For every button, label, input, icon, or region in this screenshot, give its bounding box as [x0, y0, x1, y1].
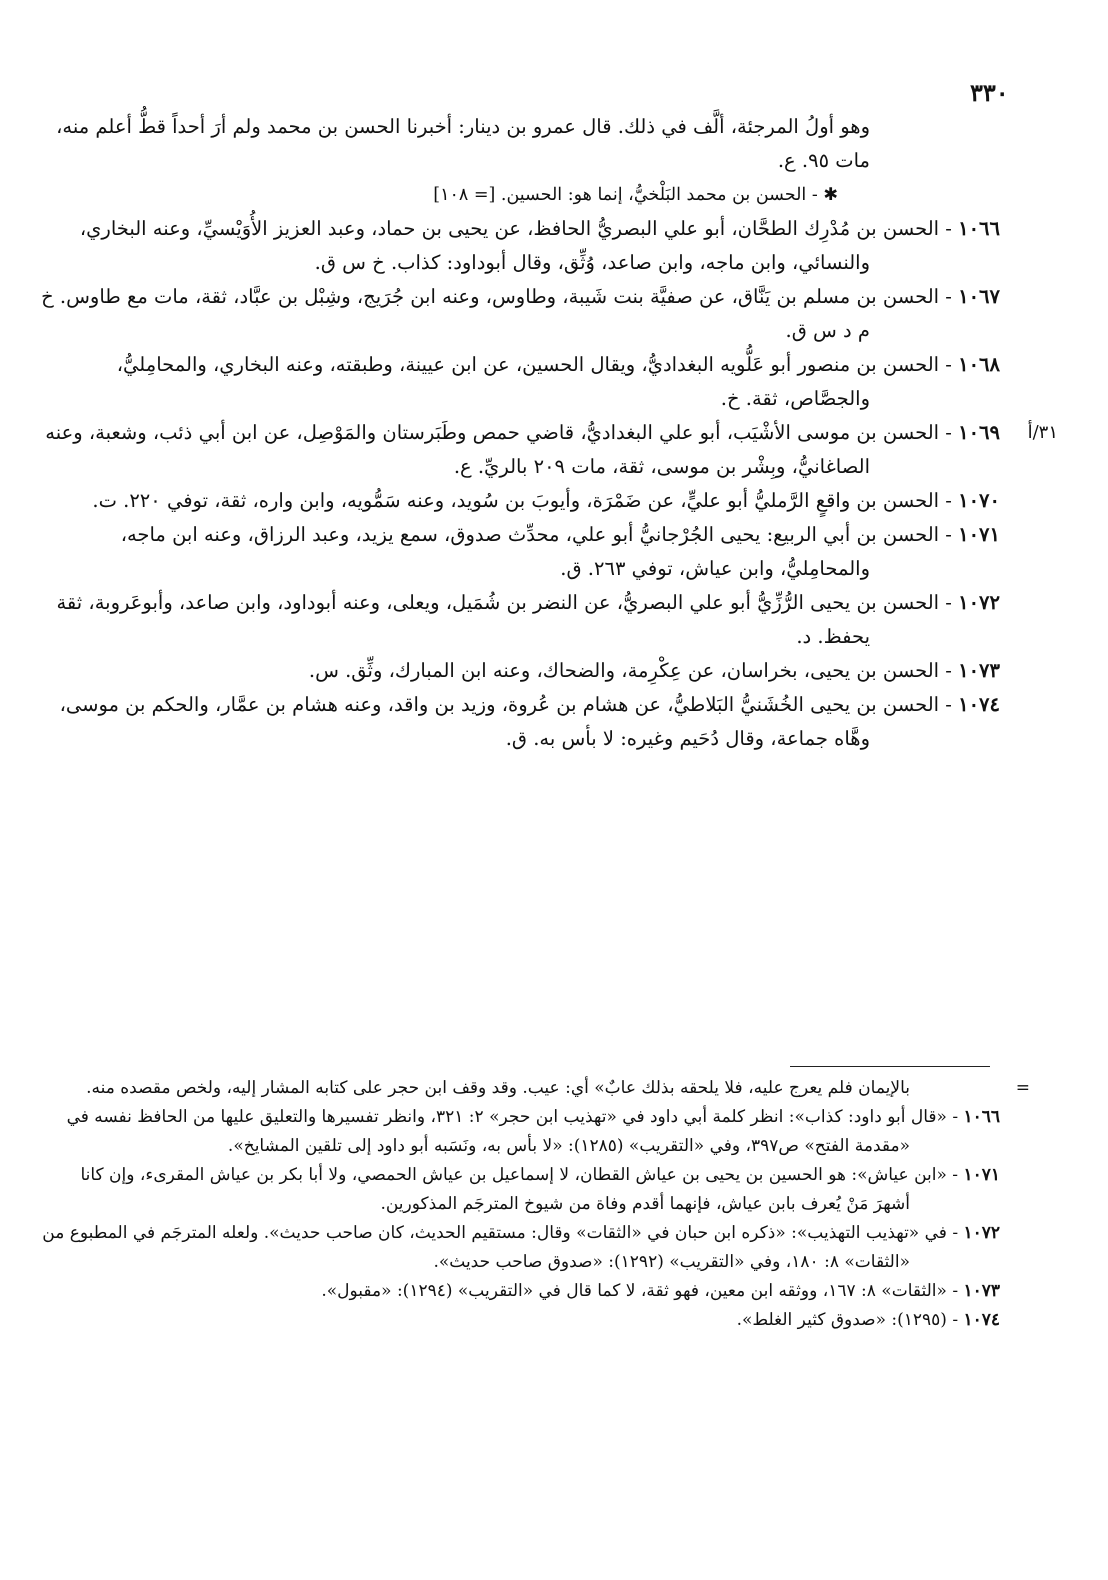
star-icon: ✱ — [823, 185, 838, 205]
entry-number: ١٠٦٦ — [958, 217, 1000, 240]
entry-number: ١٠٧٤ — [958, 693, 1000, 716]
entry-number: ١٠٦٩ — [958, 421, 1000, 444]
footnote-1072: ١٠٧٢ - في «تهذيب التهذيب»: «ذكره ابن حبان في «الثقات» وقال: مستقيم الحديث، كان صاحب حديث». ولعله المترجَم في المطبوع من «الثقات» ٨: ١٨٠، وفي «التقريب» (١٢٩٢): «صدوق صاحب حديث». — [42, 1223, 1000, 1272]
entry-number: ١٠٧٠ — [958, 489, 1000, 512]
page-number: ٣٣٠ — [970, 78, 1009, 107]
entry-1072: ١٠٧٢ - الحسن بن يحيى الرُّزِّيُّ أبو علي البصريُّ، عن النضر بن شُمَيل، ويعلى، وعنه أبوداود، وابن صاعد، وأبوعَروبة، ثقة يحفظ. د. — [56, 591, 1000, 648]
entry-1069: ٣١/أ ١٠٦٩ - الحسن بن موسى الأشْيَب، أبو علي البغداديُّ، قاضي حمص وطَبَرستان والمَوْصِل، عن ابن أبي ذئب، وشعبة، وعنه الصاغانيُّ، وبِشْر بن موسى، ثقة، مات ٢٠٩ بالريِّ. ع. — [40, 416, 1000, 484]
entry-continuation: وهو أولُ المرجئة، ألَّف في ذلك. قال عمرو بن دينار: أخبرنا الحسن بن محمد ولم أرَ أحداً قطُّ أعلم منه، مات ٩٥. ع. — [56, 115, 870, 172]
footnote-number: ١٠٧٣ — [963, 1281, 1000, 1301]
footnote-continuation: = بالإيمان فلم يعرج عليه، فلا يلحقه بذلك عابٌ» أي: عيب. وقد وقف ابن حجر على كتابه المشار إليه، ولخص مقصده منه. — [40, 1074, 1000, 1103]
continuation-marker: = — [1015, 1078, 1030, 1098]
footnote-1066: ١٠٦٦ - «قال أبو داود: كذاب»: انظر كلمة أبي داود في «تهذيب ابن حجر» ٢: ٣٢١، وانظر تفسيرها والتعليق عليها من الحافظ نفسه في «مقدمة الفتح» ص٣٩٧، وفي «التقريب» (١٢٨٥): «لا بأس به، ونَسَبه أبو داود إلى تلقين المشايخ». — [66, 1107, 1000, 1156]
entry-number: ١٠٧٣ — [958, 659, 1000, 682]
footnote-number: ١٠٧٢ — [963, 1223, 1000, 1243]
footnotes — [40, 1074, 1030, 1335]
footnote-number: ١٠٧١ — [963, 1165, 1000, 1185]
main-entries — [40, 110, 1058, 756]
footnote-number: ١٠٦٦ — [963, 1107, 1000, 1127]
footnote-number: ١٠٧٤ — [963, 1310, 1000, 1330]
entry-1070: ١٠٧٠ - الحسن بن واقعٍ الرَّمليُّ أبو عليٍّ، عن ضَمْرَة، وأيوبَ بن سُويد، وعنه سَمُّويه، وابن واره، ثقة، توفي ٢٢٠. ت. — [92, 489, 1000, 512]
entry-1074: ١٠٧٤ - الحسن بن يحيى الخُشَنيُّ البَلاطيُّ، عن هشام بن عُروة، وزيد بن واقد، وعنه هشام بن عمَّار، والحكم بن موسى، وهَّاه جماعة، وقال دُحَيم وغيره: لا بأس به. ق. — [59, 693, 1000, 750]
entry-number: ١٠٦٧ — [958, 285, 1000, 308]
manuscript-folio-marker: ٣١/أ — [1027, 422, 1058, 443]
entry-1073: ١٠٧٣ - الحسن بن يحيى، بخراسان، عن عِكْرِمة، والضحاك، وعنه ابن المبارك، وثِّق. س. — [308, 659, 1000, 682]
footnote-1073: ١٠٧٣ - «الثقات» ٨: ١٦٧، ووثقه ابن معين، فهو ثقة، لا كما قال في «التقريب» (١٢٩٤): «مقبول». — [321, 1281, 1000, 1301]
entry-1067: ١٠٦٧ - الحسن بن مسلم بن يَنَّاق، عن صفيَّة بنت شَيبة، وطاوس، وعنه ابن جُرَيج، وشِبْل بن عبَّاد، ثقة، مات مع طاوس. خ م د س ق. — [41, 285, 1000, 342]
entry-number: ١٠٧٢ — [958, 591, 1000, 614]
entry-1066: ١٠٦٦ - الحسن بن مُدْرِك الطحَّان، أبو علي البصريُّ الحافظ، عن يحيى بن حماد، وعبد العزيز الأُوَيْسيِّ، وعنه البخاري، والنسائي، وابن ماجه، وابن صاعد، وُثِّق، وقال أبوداود: كذاب. خ س ق. — [79, 217, 1000, 274]
footnote-1074: ١٠٧٤ - (١٢٩٥): «صدوق كثير الغلط». — [736, 1310, 1000, 1330]
entry-number: ١٠٦٨ — [958, 353, 1000, 376]
entry-1071: ١٠٧١ - الحسن بن أبي الربيع: يحيى الجُرْجانيُّ أبو علي، محدِّث صدوق، سمع يزيد، وعبد الرزاق، وعنه ابن ماجه، والمحامِليُّ، وابن عياش، توفي ٢٦٣. ق. — [120, 523, 1000, 580]
entry-number: ١٠٧١ — [958, 523, 1000, 546]
entry-cross-reference: ✱ - الحسن بن محمد البَلْخيُّ، إنما هو: الحسين. [= ١٠٨] — [433, 185, 838, 205]
entry-1068: ١٠٦٨ - الحسن بن منصور أبو عَلُّويه البغداديُّ، ويقال الحسين، عن ابن عيينة، وطبقته، وعنه البخاري، والمحامِليُّ، والجصَّاص، ثقة. خ. — [116, 353, 1000, 410]
footnote-1071: ١٠٧١ - «ابن عياش»: هو الحسين بن يحيى بن عياش القطان، لا إسماعيل بن عياش الحمصي، ولا أبا بكر بن عياش المقرىء، وإن كانا أشهرَ مَنْ يُعرف بابن عياش، فإنهما أقدم وفاة من شيوخ المترجَم المذكورين. — [80, 1165, 1000, 1214]
footnote-divider — [790, 1066, 990, 1067]
